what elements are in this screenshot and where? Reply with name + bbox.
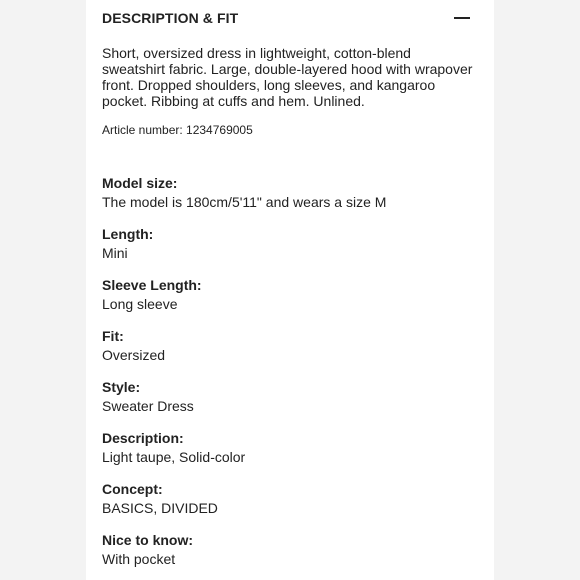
- attribute-value: Sweater Dress: [102, 398, 194, 414]
- attribute-fit: [102, 327, 478, 378]
- product-details-panel: [86, 0, 494, 580]
- product-description: Short, oversized dress in lightweight, cotton-blend sweatshirt fabric. Large, double-layered hood with wrapover front. Dropped shoulders, long sleeves, and kangaroo pocket. Ribbing at cuffs and hem. Unlined.: [102, 45, 473, 109]
- article-number: Article number: 1234769005: [102, 123, 253, 137]
- attribute-nice-to-know: [102, 531, 478, 580]
- attribute-label: Style:: [102, 379, 141, 395]
- attribute-value: Long sleeve: [102, 296, 178, 312]
- attribute-description: [102, 429, 478, 480]
- attribute-model-size: [102, 174, 478, 225]
- attribute-value: Mini: [102, 245, 128, 261]
- minus-icon[interactable]: [452, 8, 472, 28]
- attribute-style: [102, 378, 478, 429]
- attribute-label: Fit:: [102, 328, 124, 344]
- attribute-sleeve-length: [102, 276, 478, 327]
- attribute-label: Sleeve Length:: [102, 277, 202, 293]
- attribute-length: [102, 225, 478, 276]
- attribute-value: Light taupe, Solid-color: [102, 449, 246, 465]
- attribute-list: [102, 174, 478, 580]
- attribute-label: Concept:: [102, 481, 163, 497]
- attribute-label: Description:: [102, 430, 184, 446]
- attribute-value: Oversized: [102, 347, 166, 363]
- attribute-value: The model is 180cm/5'11" and wears a size M: [102, 194, 387, 210]
- attribute-label: Nice to know:: [102, 532, 194, 548]
- attribute-label: Length:: [102, 226, 154, 242]
- attribute-label: Model size:: [102, 175, 178, 191]
- accordion-header[interactable]: [102, 8, 478, 28]
- section-title: DESCRIPTION & FIT: [102, 10, 239, 26]
- attribute-value: BASICS, DIVIDED: [102, 500, 218, 516]
- attribute-concept: [102, 480, 478, 531]
- attribute-value: With pocket: [102, 551, 176, 567]
